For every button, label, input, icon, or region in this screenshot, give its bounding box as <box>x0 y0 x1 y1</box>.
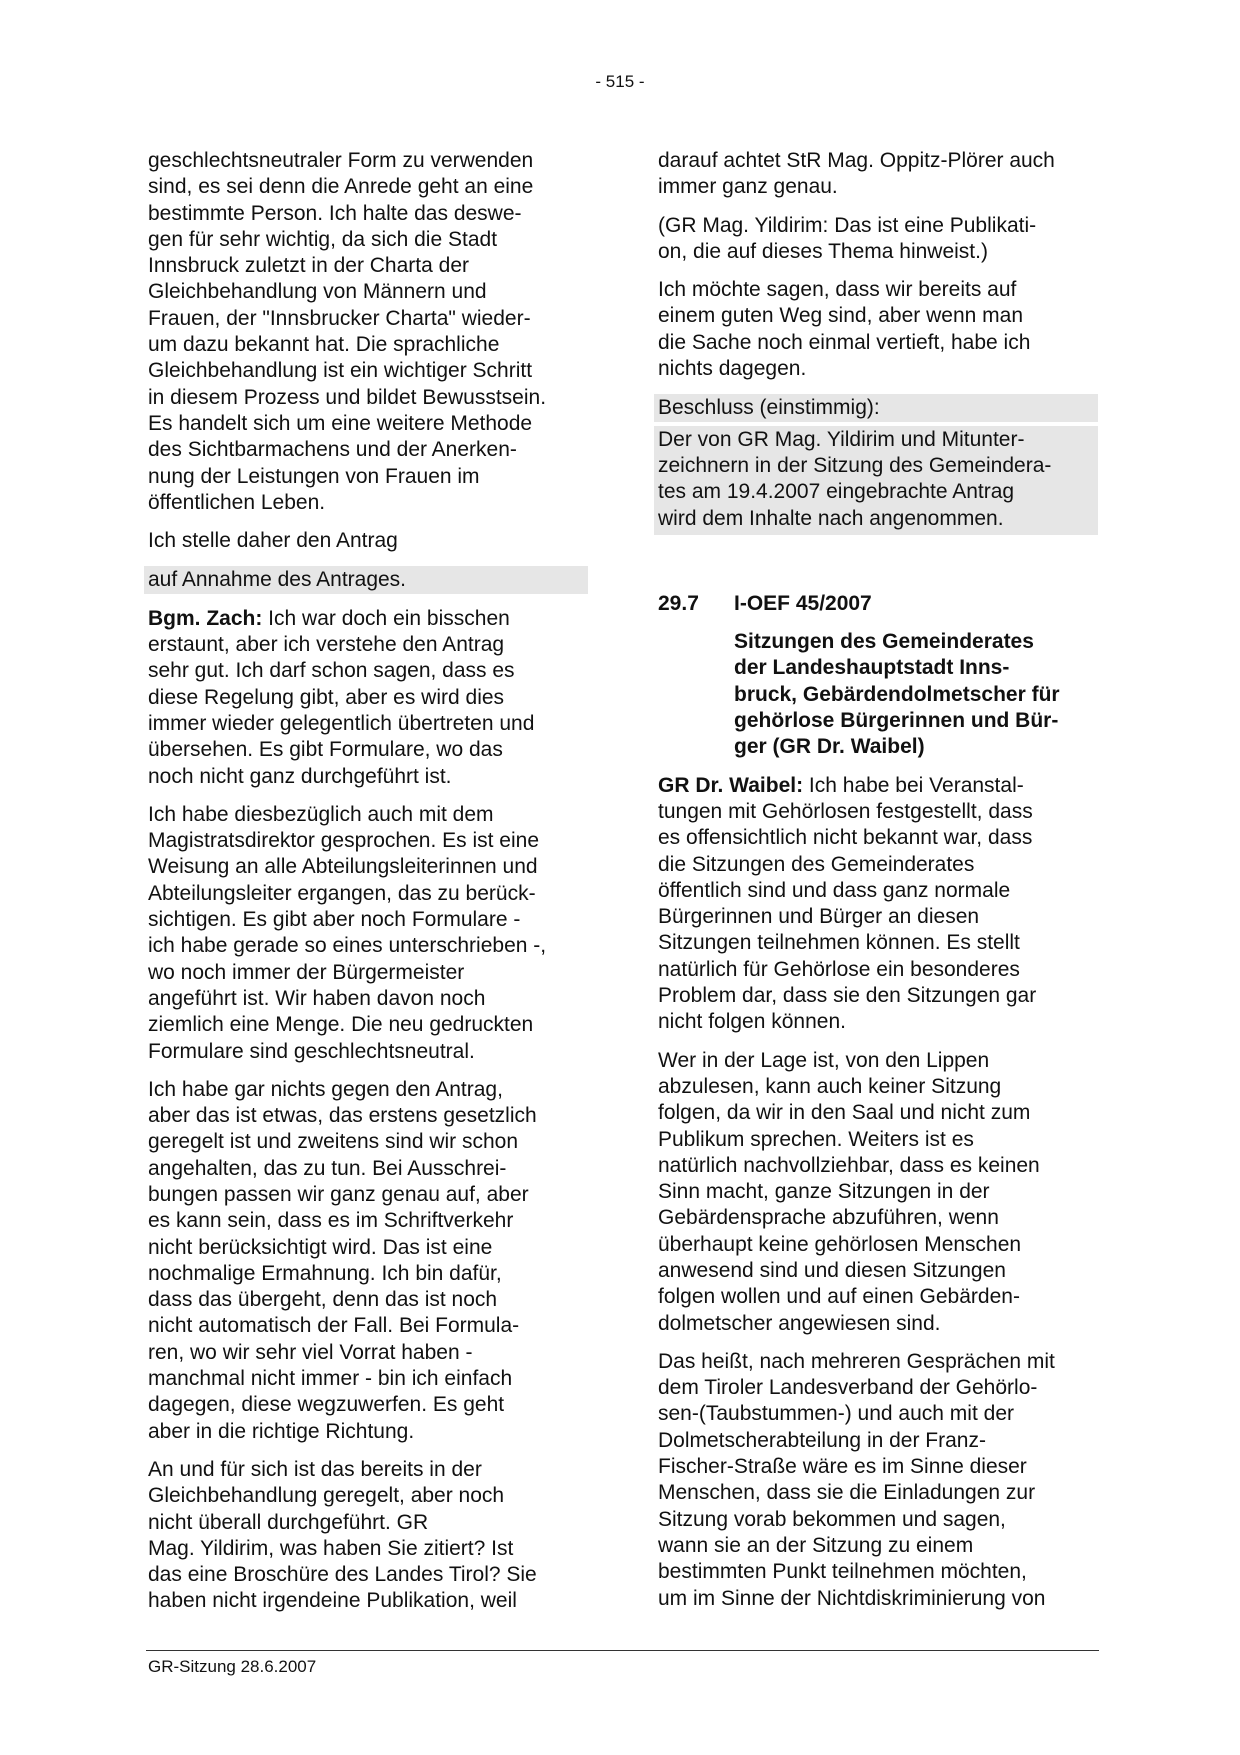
interjection: (GR Mag. Yildirim: Das ist eine Publikati- on, die auf dieses Thema hinweist.) <box>658 213 1037 263</box>
speaker-name: Bgm. Zach: <box>148 606 263 630</box>
paragraph: An und für sich ist das bereits in der Gleichbehandlung geregelt, aber noch nicht überall durchgeführt. GR Mag. Yildirim, was haben Sie zitiert? Ist das eine Broschüre des Landes Tirol? Sie haben nicht irgendeine Publikation, weil <box>148 1457 537 1613</box>
paragraph: Ich stelle daher den Antrag <box>148 529 398 553</box>
resolution-text: Der von GR Mag. Yildirim und Mitunter- zeichnern in der Sitzung des Gemeindera- tes am 19.4.2007 eingebrachte Antrag wird dem Inhalte nach angenommen. <box>654 426 1098 535</box>
agenda-item-heading <box>658 591 1098 617</box>
agenda-item-title: Sitzungen des Gemeinderates der Landeshauptstadt Inns- bruck, Gebärdendolmetscher für gehörlose Bürgerinnen und Bür- ger (GR Dr. Waibel) <box>734 630 1060 759</box>
paragraph: geschlechtsneutraler Form zu verwenden sind, es sei denn die Anrede geht an eine bestimmte Person. Ich halte das deswe- gen für sehr wichtig, da sich die Stadt Innsbruck zuletzt in der Charta der Gleichbehandlung von Männern und Frauen, der "Innsbrucker Charta" wieder- um dazu bekannt hat. Die sprachliche Gleichbehandlung ist ein wichtiger Schritt in diesem Prozess und bildet Bewusstsein. Es handelt sich um eine weitere Methode des Sichtbarmachens und der Anerken- nung der Leistungen von Frauen im öffentlichen Leben. <box>148 149 547 514</box>
left-column <box>148 148 588 1627</box>
speech-paragraph <box>658 773 1098 1036</box>
speech-paragraph <box>148 606 588 790</box>
footer-divider <box>146 1650 1099 1651</box>
page-number: - 515 - <box>595 72 645 91</box>
paragraph: Ich habe gar nichts gegen den Antrag, aber das ist etwas, das erstens gesetzlich geregelt ist und zweitens sind wir schon angehalten, das zu tun. Bei Ausschrei- bungen passen wir ganz genau auf, aber es kann sein, dass es im Schriftverkehr nicht berücksichtigt wird. Das ist eine nochmalige Ermahnung. Ich bin dafür, dass das übergeht, denn das ist noch nicht automatisch der Fall. Bei Formula- ren, wo wir sehr viel Vorrat haben - manchmal nicht immer - bin ich einfach dagegen, diese wegzuwerfen. Es geht aber in die richtige Richtung. <box>148 1077 537 1443</box>
agenda-item-code: I-OEF 45/2007 <box>734 591 872 615</box>
footer-text: GR-Sitzung 28.6.2007 <box>148 1657 317 1676</box>
speaker-name: GR Dr. Waibel: <box>658 773 804 797</box>
paragraph: Ich möchte sagen, dass wir bereits auf einem guten Weg sind, aber wenn man die Sache noch einmal vertieft, habe ich nichts dagegen. <box>658 278 1031 381</box>
speech-text: Ich habe bei Veranstal- tungen mit Gehörlosen festgestellt, dass es offensichtlich nicht bekannt war, dass die Sitzungen des Gemeinderates öffentlich sind und dass ganz normale Bürgerinnen und Bürger an diesen Sitzungen teilnehmen können. Es stellt natürlich für Gehörlose ein besonderes Problem dar, dass sie den Sitzungen gar nicht folgen können. <box>658 773 1037 1034</box>
paragraph: Das heißt, nach mehreren Gesprächen mit dem Tiroler Landesverband der Gehörlo- sen-(Taubstummen-) und auch mit der Dolmetscherabteilung in der Franz- Fischer-Straße wäre es im Sinne dieser Menschen, dass sie die Einladungen zur Sitzung vorab bekommen und sagen, wann sie an der Sitzung zu einem bestimmten Punkt teilnehmen möchten, um im Sinne der Nichtdiskriminierung von <box>658 1349 1055 1610</box>
paragraph: Ich habe diesbezüglich auch mit dem Magistratsdirektor gesprochen. Es ist eine Weisung an alle Abteilungsleiterinnen und Abteilungsleiter ergangen, das zu berück- sichtigen. Es gibt aber noch Formulare - ich habe gerade so eines unterschrieben -, wo noch immer der Bürgermeister angeführt ist. Wir haben davon noch ziemlich eine Menge. Die neu gedruckten Formulare sind geschlechtsneutral. <box>148 802 547 1063</box>
agenda-item-number: 29.7 <box>658 591 699 615</box>
paragraph: Wer in der Lage ist, von den Lippen abzulesen, kann auch keiner Sitzung folgen, da wir in den Saal und nicht zum Publikum sprechen. Weiters ist es natürlich nachvollziehbar, dass es keinen Sinn macht, ganze Sitzungen in der Gebärdensprache abzuführen, wenn überhaupt keine gehörlosen Menschen anwesend sind und diesen Sitzungen folgen wollen und auf einen Gebärden- dolmetscher angewiesen sind. <box>658 1048 1040 1335</box>
right-column <box>658 148 1098 1624</box>
paragraph: darauf achtet StR Mag. Oppitz-Plörer auch immer ganz genau. <box>658 149 1055 199</box>
resolution-heading: Beschluss (einstimmig): <box>654 394 1098 421</box>
speech-text: Ich war doch ein bisschen erstaunt, aber ich verstehe den Antrag sehr gut. Ich darf schon sagen, dass es diese Regelung gibt, aber es wird dies immer wieder gelegentlich übertreten und übersehen. Es gibt Formulare, wo das noch nicht ganz durchgeführt ist. <box>148 606 535 788</box>
motion-box: auf Annahme des Antrages. <box>144 566 588 593</box>
